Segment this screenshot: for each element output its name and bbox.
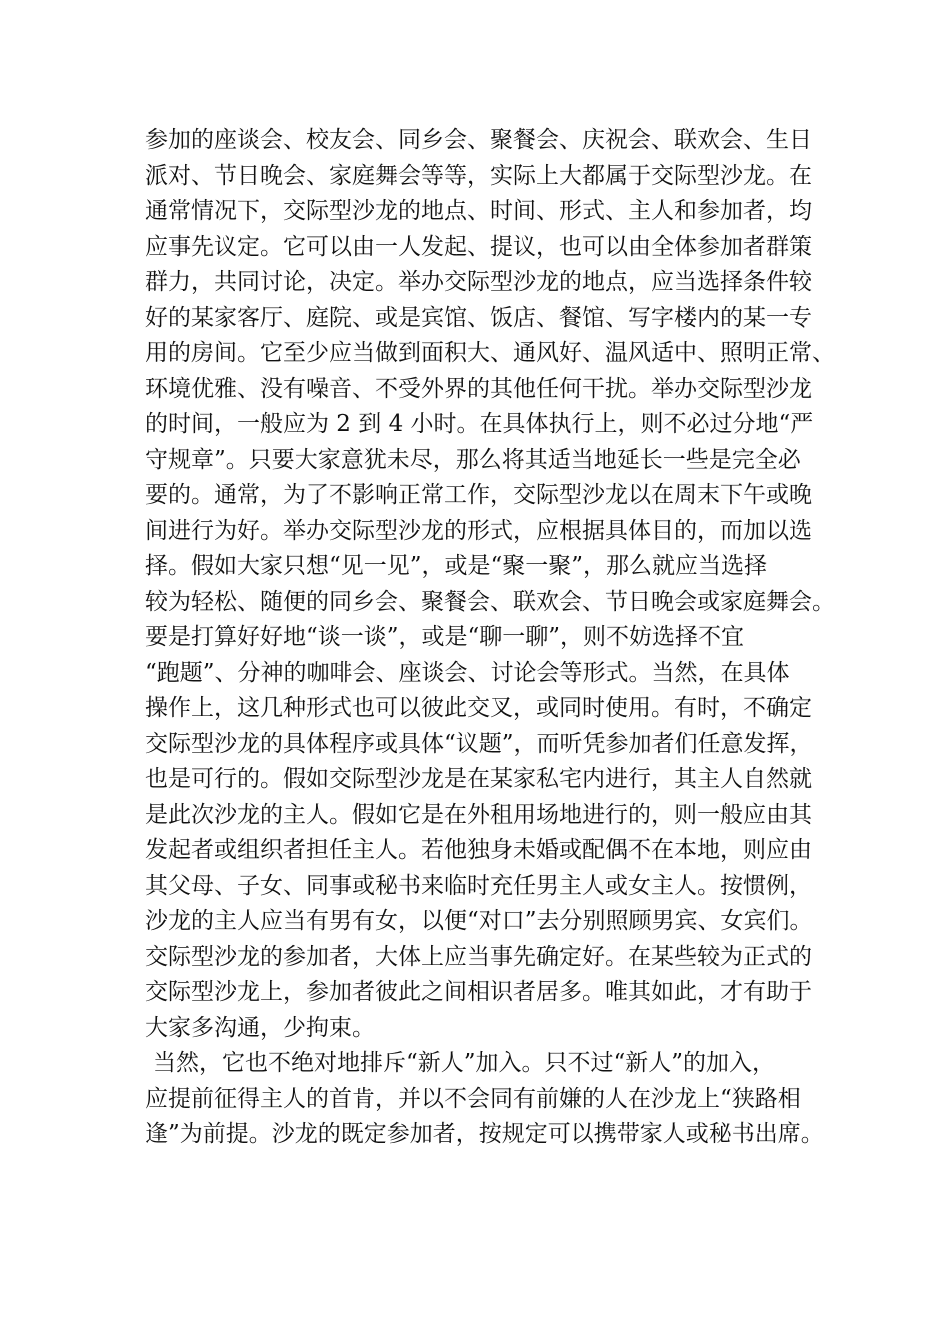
text-line: 的时间，一般应为 2 到 4 小时。在具体执行上，则不必过分地“严 — [145, 411, 814, 437]
text-line: 群力，共同讨论，决定。举办交际型沙龙的地点，应当选择条件较 — [145, 269, 812, 295]
text-line: 交际型沙龙上，参加者彼此之间相识者居多。唯其如此，才有助于 — [145, 979, 812, 1005]
text-line: 是此次沙龙的主人。假如它是在外租用场地进行的，则一般应由其 — [145, 801, 812, 828]
text-line: 守规章”。只要大家意犹未尽，那么将其适当地延长一些是完全必 — [145, 446, 801, 473]
text-line: 派对、节日晚会、家庭舞会等等，实际上大都属于交际型沙龙。在 — [145, 162, 812, 189]
text-line: 交际型沙龙的参加者，大体上应当事先确定好。在某些较为正式的 — [145, 943, 812, 970]
text-line: 通常情况下，交际型沙龙的地点、时间、形式、主人和参加者，均 — [145, 198, 812, 224]
text-line: 当然，它也不绝对地排斥“新人”加入。只不过“新人”的加入， — [153, 1050, 776, 1076]
text-line: 择。假如大家只想“见一见”，或是“聚一聚”，那么就应当选择 — [145, 553, 768, 579]
text-line: 好的某家客厅、庭院、或是宾馆、饭店、餐馆、写字楼内的某一专 — [145, 304, 812, 331]
text-line: “跑题”、分神的咖啡会、座谈会、讨论会等形式。当然，在具体 — [145, 659, 790, 686]
body-text — [145, 123, 835, 1153]
text-line: 大家多沟通，少拘束。 — [145, 1014, 375, 1041]
text-line: 要的。通常，为了不影响正常工作，交际型沙龙以在周末下午或晚 — [145, 482, 812, 508]
text-line: 间进行为好。举办交际型沙龙的形式，应根据具体目的，而加以选 — [145, 517, 812, 544]
text-line: 要是打算好好地“谈一谈”，或是“聊一聊”，则不妨选择不宜 — [145, 624, 745, 650]
text-line: 沙龙的主人应当有男有女，以便“对口”去分别照顾男宾、女宾们。 — [145, 908, 813, 934]
text-line: 操作上，这几种形式也可以彼此交叉，或同时使用。有时，不确定 — [145, 695, 812, 721]
text-line: 也是可行的。假如交际型沙龙是在某家私宅内进行，其主人自然就 — [145, 766, 812, 792]
text-line: 用的房间。它至少应当做到面积大、通风好、温风适中、照明正常、 — [145, 340, 835, 366]
text-line: 交际型沙龙的具体程序或具体“议题”，而听凭参加者们任意发挥， — [145, 730, 813, 757]
text-line: 较为轻松、随便的同乡会、聚餐会、联欢会、节日晚会或家庭舞会。 — [145, 588, 835, 615]
text-line: 发起者或组织者担任主人。若他独身未婚或配偶不在本地，则应由 — [145, 837, 812, 863]
text-line: 应提前征得主人的首肯，并以不会同有前嫌的人在沙龙上“狭路相 — [145, 1085, 801, 1112]
text-line: 逢”为前提。沙龙的既定参加者，按规定可以携带家人或秘书出席。 — [145, 1121, 824, 1147]
text-line: 应事先议定。它可以由一人发起、提议，也可以由全体参加者群策 — [145, 233, 812, 260]
text-line: 其父母、子女、同事或秘书来临时充任男主人或女主人。按惯例， — [145, 872, 812, 899]
text-line: 参加的座谈会、校友会、同乡会、聚餐会、庆祝会、联欢会、生日 — [145, 127, 812, 153]
text-line: 环境优雅、没有噪音、不受外界的其他任何干扰。举办交际型沙龙 — [145, 375, 812, 402]
